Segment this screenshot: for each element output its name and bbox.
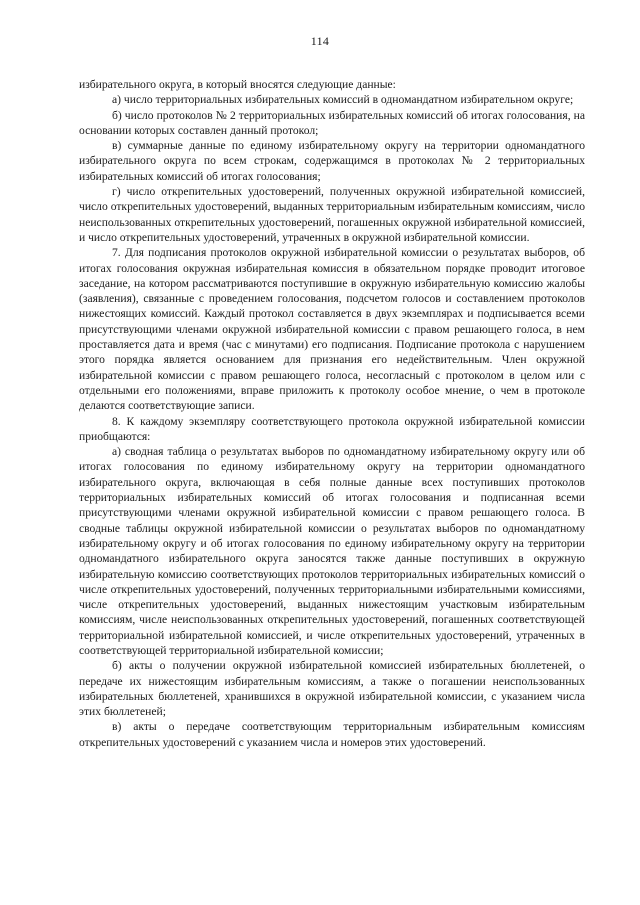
- paragraph: г) число открепительных удостоверений, полученных окружной избирательной комиссией, число открепительных удостоверений, выданных территориальным избирательным комиссиям, число неиспользованных открепительных удостоверений, погашенных окружной избирательной комиссией, и число открепительных удостоверений, утраченных в окружной избирательной комиссии.: [79, 185, 585, 244]
- document-body: [79, 77, 585, 750]
- paragraph: в) суммарные данные по единому избирательному округу на территории одномандатного избирательного округа по всем строкам, содержащимся в протоколах № 2 территориальных избирательных комиссий об итогах голосования;: [79, 139, 585, 183]
- paragraph: избирательного округа, в который вносятся следующие данные:: [79, 78, 396, 91]
- page-number: 114: [310, 34, 330, 48]
- paragraph: б) число протоколов № 2 территориальных избирательных комиссий об итогах голосования, на основании которых составлен данный протокол;: [79, 108, 585, 137]
- paragraph: 8. К каждому экземпляру соответствующего протокола окружной избирательной комиссии приобщаются:: [79, 414, 585, 443]
- paragraph: а) сводная таблица о результатах выборов по одномандатному избирательному округу или об итогах голосования по единому избирательному округу на территории одномандатного избирательного округа, включающая в себя полные данные всех поступивших протоколов территориальных избирательных комиссий об итогах голосования и подписанная всеми присутствующими членами окружной избирательной комиссии с правом решающего голоса. В сводные таблицы окружной избирательной комиссии о результатах выборов по одномандатному избирательному округу и об итогах голосования по единому избирательному округу на территории одномандатного избирательного округа заносятся также данные поступивших в окружную избирательную комиссию соответствующих протоколов территориальных избирательных комиссий о числе открепительных удостоверений, полученных территориальными избирательными комиссиями, числе открепительных удостоверений, выданных нижестоящим участковым избирательным комиссиям, числе неиспользованных открепительных удостоверений, погашенных соответствующей территориальной избирательной комиссией, и числе открепительных удостоверений, утраченных в соответствующей территориальной избирательной комиссии;: [79, 445, 585, 657]
- paragraph: 7. Для подписания протоколов окружной избирательной комиссии о результатах выборов, об итогах голосования окружная избирательная комиссия в обязательном порядке проводит итоговое заседание, на котором рассматриваются поступившие в окружную избирательную комиссию жалобы (заявления), связанные с проведением голосования, подсчетом голосов и составлением протоколов нижестоящих комиссий. Каждый протокол составляется в двух экземплярах и подписывается всеми присутствующими членами окружной избирательной комиссии с правом решающего голоса, в нем проставляется дата и время (час с минутами) его подписания. Подписание протокола с нарушением этого порядка является основанием для признания его недействительным. Член окружной избирательной комиссии с правом решающего голоса, несогласный с протоколом в целом или с отдельными его положениями, вправе приложить к протоколу особое мнение, о чем в протоколе делаются соответствующие записи.: [79, 246, 585, 413]
- paragraph: а) число территориальных избирательных комиссий в одномандатном избирательном округе;: [112, 93, 574, 107]
- paragraph: б) акты о получении окружной избирательной комиссией избирательных бюллетеней, о передаче их нижестоящим избирательным комиссиям, а также о погашении неиспользованных избирательных бюллетеней, хранившихся в окружной избирательной комиссии, с указанием числа этих бюллетеней;: [79, 659, 585, 719]
- paragraph: в) акты о передаче соответствующим территориальным избирательным комиссиям открепительных удостоверений с указанием числа и номеров этих удостоверений.: [79, 720, 585, 749]
